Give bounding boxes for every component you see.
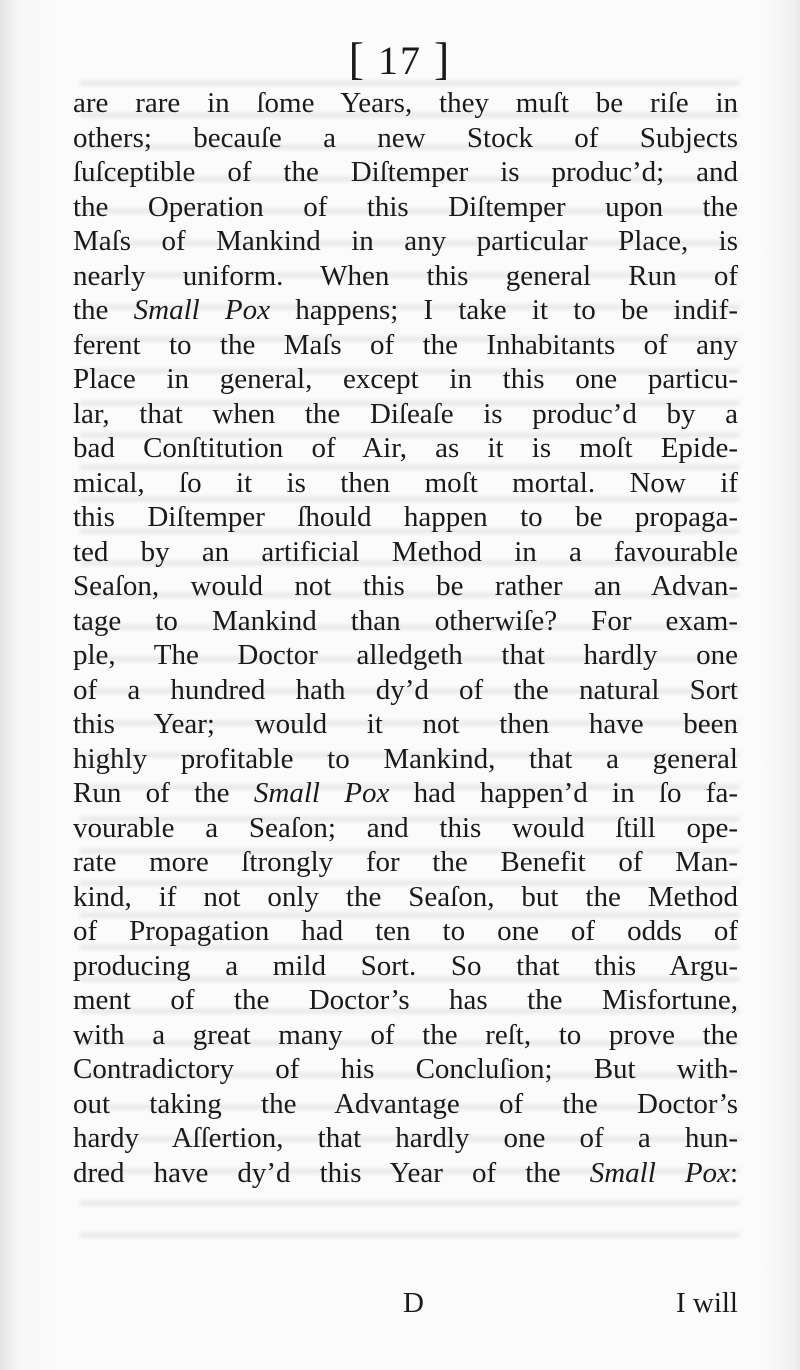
text-line bbox=[73, 742, 738, 777]
text-line bbox=[73, 259, 738, 294]
catchword: I will bbox=[675, 1287, 738, 1319]
text-segment: had happen’d in ſo fa- bbox=[389, 777, 738, 809]
text-line bbox=[73, 155, 738, 190]
text-segment: rate more ſtrongly for the Benefit of Man- bbox=[73, 846, 738, 878]
text-segment: nearly uniform. When this general Run of bbox=[73, 259, 738, 292]
text-segment: highly profitable to Mankind, that a general bbox=[73, 742, 738, 775]
page-number: [ 17 ] bbox=[348, 33, 452, 84]
text-line bbox=[73, 983, 738, 1018]
text-segment: Maſs of Mankind in any particular Place, is bbox=[73, 225, 738, 257]
text-line bbox=[73, 466, 738, 501]
text-line bbox=[73, 1052, 738, 1087]
text-segment: hardy Aſſertion, that hardly one of a hun- bbox=[73, 1122, 738, 1154]
text-segment: mical, ſo it is then moſt mortal. Now if bbox=[73, 466, 738, 499]
text-line bbox=[73, 1018, 738, 1053]
text-line bbox=[73, 914, 738, 949]
text-segment: the Operation of this Diſtemper upon the bbox=[73, 190, 738, 223]
text-segment: this Diſtemper ſhould happen to be propaga- bbox=[73, 501, 738, 533]
text-segment: ſuſceptible of the Diſtemper is produc’d; and bbox=[73, 156, 738, 188]
text-line bbox=[73, 224, 738, 259]
text-line bbox=[73, 500, 738, 535]
text-line bbox=[73, 121, 738, 156]
text-segment: others; becauſe a new Stock of Subjects bbox=[73, 121, 738, 154]
text-line bbox=[73, 190, 738, 225]
text-line bbox=[73, 604, 738, 639]
text-segment: Contradictory of his Concluſion; But with- bbox=[73, 1053, 738, 1085]
text-line bbox=[73, 638, 738, 673]
text-segment: producing a mild Sort. So that this Argu- bbox=[73, 949, 738, 982]
text-line bbox=[73, 569, 738, 604]
text-line bbox=[73, 949, 738, 984]
body-text bbox=[73, 86, 738, 1190]
signature-mark: D bbox=[403, 1287, 424, 1319]
text-line bbox=[73, 1156, 738, 1191]
text-segment: the bbox=[73, 294, 134, 326]
text-segment: : bbox=[729, 1156, 738, 1189]
text-segment: of Propagation had ten to one of odds of bbox=[73, 915, 738, 947]
text-segment: out taking the Advantage of the Doctor’s bbox=[73, 1087, 738, 1120]
text-line bbox=[73, 328, 738, 363]
text-segment: ple, The Doctor alledgeth that hardly one bbox=[73, 639, 738, 671]
text-line bbox=[73, 1087, 738, 1122]
text-segment: kind, if not only the Seaſon, but the Method bbox=[73, 880, 738, 913]
text-segment: of a hundred hath dy’d of the natural Sort bbox=[73, 673, 738, 706]
text-line bbox=[73, 293, 738, 328]
text-segment: happens; I take it to be indif- bbox=[270, 294, 738, 326]
text-segment: dred have dy’d this Year of the bbox=[73, 1156, 590, 1189]
text-line bbox=[73, 707, 738, 742]
text-segment: this Year; would it not then have been bbox=[73, 708, 738, 740]
text-line bbox=[73, 811, 738, 846]
page-footer bbox=[73, 1287, 738, 1327]
text-segment: vourable a Seaſon; and this would ſtill ope- bbox=[73, 811, 738, 844]
text-line bbox=[73, 535, 738, 570]
text-segment: Seaſon, would not this be rather an Advan- bbox=[73, 570, 738, 602]
text-segment: Run of the bbox=[73, 777, 254, 809]
text-line bbox=[73, 776, 738, 811]
text-line bbox=[73, 1121, 738, 1156]
text-segment: tage to Mankind than otherwiſe? For exam- bbox=[73, 604, 738, 637]
text-segment: ted by an artificial Method in a favourable bbox=[73, 535, 738, 568]
text-line bbox=[73, 362, 738, 397]
page-number-value: 17 bbox=[378, 38, 422, 83]
text-segment: Place in general, except in this one particu- bbox=[73, 363, 738, 395]
italic-term: Small Pox bbox=[589, 1156, 730, 1189]
italic-term: Small Pox bbox=[133, 294, 270, 326]
text-segment: ferent to the Maſs of the Inhabitants of any bbox=[73, 328, 738, 361]
text-segment: bad Conſtitution of Air, as it is moſt Epide- bbox=[73, 432, 738, 464]
text-line bbox=[73, 431, 738, 466]
text-line bbox=[73, 880, 738, 915]
text-segment: are rare in ſome Years, they muſt be riſe in bbox=[73, 87, 738, 119]
italic-term: Small Pox bbox=[253, 777, 390, 809]
text-line bbox=[73, 86, 738, 121]
text-segment: with a great many of the reſt, to prove the bbox=[73, 1018, 738, 1051]
text-line bbox=[73, 845, 738, 880]
text-segment: ment of the Doctor’s has the Misfortune, bbox=[73, 984, 738, 1016]
text-line bbox=[73, 397, 738, 432]
text-segment: lar, that when the Diſeaſe is produc’d by a bbox=[73, 397, 738, 430]
text-line bbox=[73, 673, 738, 708]
